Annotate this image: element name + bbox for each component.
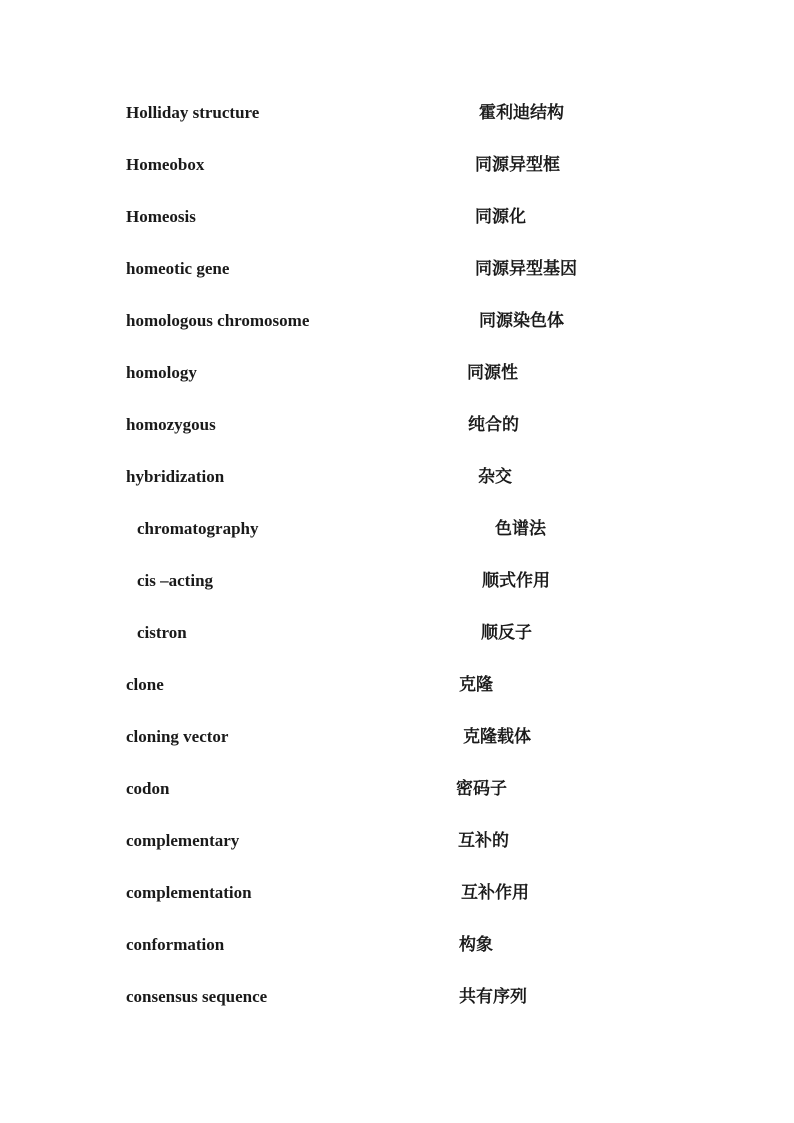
term-codon: codon: [126, 779, 170, 798]
term-cistron: cistron: [137, 623, 187, 642]
translation-clone: 克隆: [459, 675, 493, 695]
translation-homozygous: 纯合的: [468, 415, 519, 435]
translation-homologous-chromosome: 同源染色体: [479, 311, 564, 331]
term-homeotic-gene: homeotic gene: [126, 259, 230, 278]
translation-homeotic-gene: 同源异型基因: [475, 259, 577, 279]
translation-conformation: 构象: [459, 935, 493, 955]
term-complementary: complementary: [126, 831, 240, 850]
term-cis-acting: cis –acting: [137, 571, 214, 590]
translation-cistron: 顺反子: [481, 623, 532, 643]
translation-complementation: 互补作用: [461, 883, 529, 903]
translation-hybridization: 杂交: [478, 467, 512, 487]
term-conformation: conformation: [126, 935, 225, 954]
term-homology: homology: [126, 363, 197, 382]
term-complementation: complementation: [126, 883, 252, 902]
term-cloning-vector: cloning vector: [126, 727, 229, 746]
term-homeosis: Homeosis: [126, 207, 196, 226]
term-clone: clone: [126, 675, 164, 694]
term-consensus-sequence: consensus sequence: [126, 987, 268, 1006]
term-homeobox: Homeobox: [126, 155, 205, 174]
translation-homology: 同源性: [467, 363, 518, 383]
term-holliday-structure: Holliday structure: [126, 103, 260, 122]
term-hybridization: hybridization: [126, 467, 225, 486]
translation-codon: 密码子: [456, 779, 507, 799]
translation-cloning-vector: 克隆载体: [463, 727, 531, 747]
term-homologous-chromosome: homologous chromosome: [126, 311, 310, 330]
term-chromatography: chromatography: [137, 519, 259, 538]
translation-cis-acting: 顺式作用: [482, 571, 550, 591]
translation-homeosis: 同源化: [475, 207, 526, 227]
translation-homeobox: 同源异型框: [475, 155, 560, 175]
translation-chromatography: 色谱法: [495, 519, 546, 539]
term-homozygous: homozygous: [126, 415, 216, 434]
translation-consensus-sequence: 共有序列: [459, 987, 527, 1007]
translation-complementary: 互补的: [458, 831, 509, 851]
translation-holliday-structure: 霍利迪结构: [479, 103, 564, 123]
